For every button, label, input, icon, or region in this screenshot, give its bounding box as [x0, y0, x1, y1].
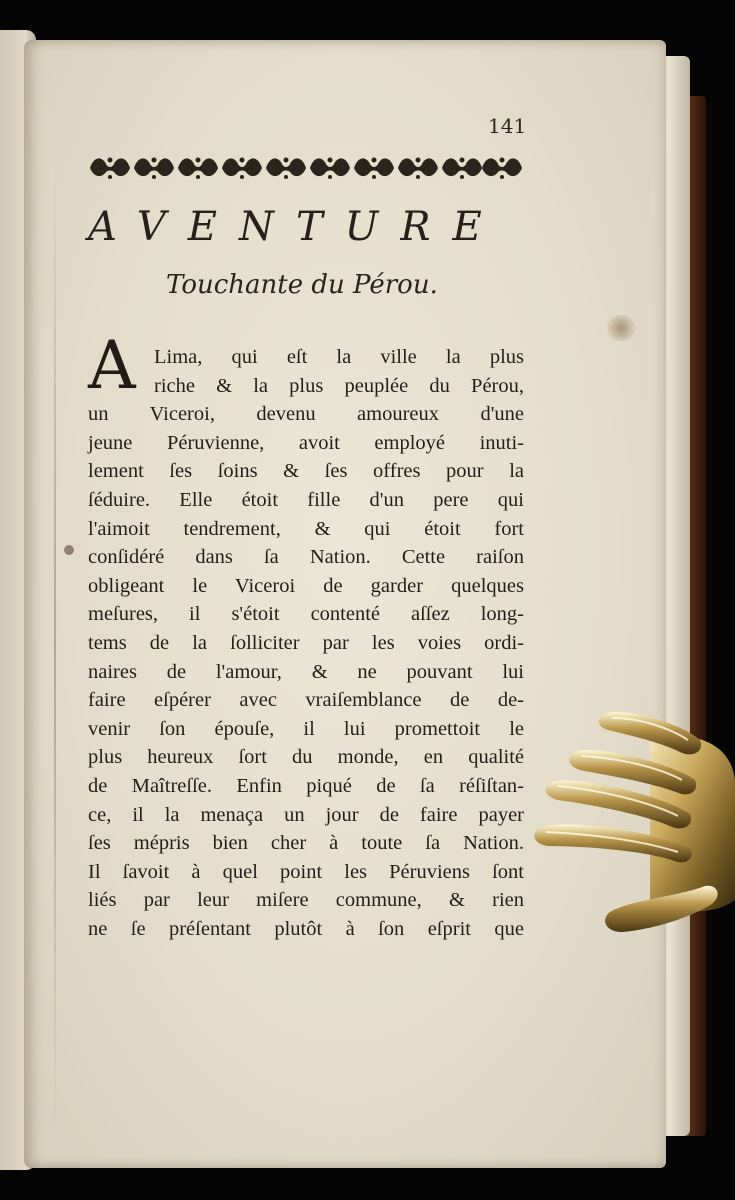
- text-line: lement ſes ſoins & ſes offres pour la: [88, 460, 524, 483]
- text-line: obligeant le Viceroi de garder quelques: [88, 574, 524, 597]
- text-line: ſes mépris bien cher à toute ſa Nation.: [88, 832, 524, 855]
- text-line: faire eſpérer avec vraiſemblance de de-: [88, 689, 524, 712]
- text-line: plus heureux ſort du monde, en qualité: [88, 746, 524, 769]
- chapter-subtitle: Touchante du Pérou.: [166, 270, 438, 300]
- chapter-title: AVENTURE: [88, 204, 504, 250]
- text-line: ce, il la menaça un jour de faire payer: [88, 803, 524, 826]
- text-line: riche & la plus peuplée du Pérou,: [154, 374, 524, 397]
- ornamental-border: [88, 152, 524, 184]
- text-line: tems de la ſolliciter par les voies ordi-: [88, 631, 524, 654]
- text-line: liés par leur miſere commune, & rien: [88, 889, 524, 912]
- text-line: Lima, qui eſt la ville la plus: [154, 346, 524, 368]
- ink-spot: [64, 545, 74, 555]
- text-line: de Maîtreſſe. Enfin piqué de ſa réſiſtan-: [88, 774, 524, 797]
- text-line: Il ſavoit à quel point les Péruviens ſont: [88, 860, 524, 883]
- text-line: venir ſon épouſe, il lui promettoit le: [88, 717, 524, 740]
- text-line: meſures, il s'étoit contenté aſſez long-: [88, 603, 524, 626]
- foxing-stain: [607, 315, 635, 341]
- brass-hand-page-weight: [530, 700, 735, 940]
- text-line: jeune Péruvienne, avoit employé inuti-: [88, 431, 524, 454]
- text-line: conſidéré dans ſa Nation. Cette raiſon: [88, 546, 524, 569]
- page-number: 141: [488, 114, 527, 138]
- gutter-crease: [54, 150, 56, 1140]
- body-text: [88, 343, 524, 943]
- text-line: un Viceroi, devenu amoureux d'une: [88, 403, 524, 426]
- text-line: naires de l'amour, & ne pouvant lui: [88, 660, 524, 683]
- drop-cap: A: [88, 327, 136, 404]
- text-line: l'aimoit tendrement, & qui étoit fort: [88, 517, 524, 540]
- text-line: ſéduire. Elle étoit fille d'un pere qui: [88, 488, 524, 511]
- text-line: ne ſe préſentant plutôt à ſon eſprit que: [88, 917, 524, 940]
